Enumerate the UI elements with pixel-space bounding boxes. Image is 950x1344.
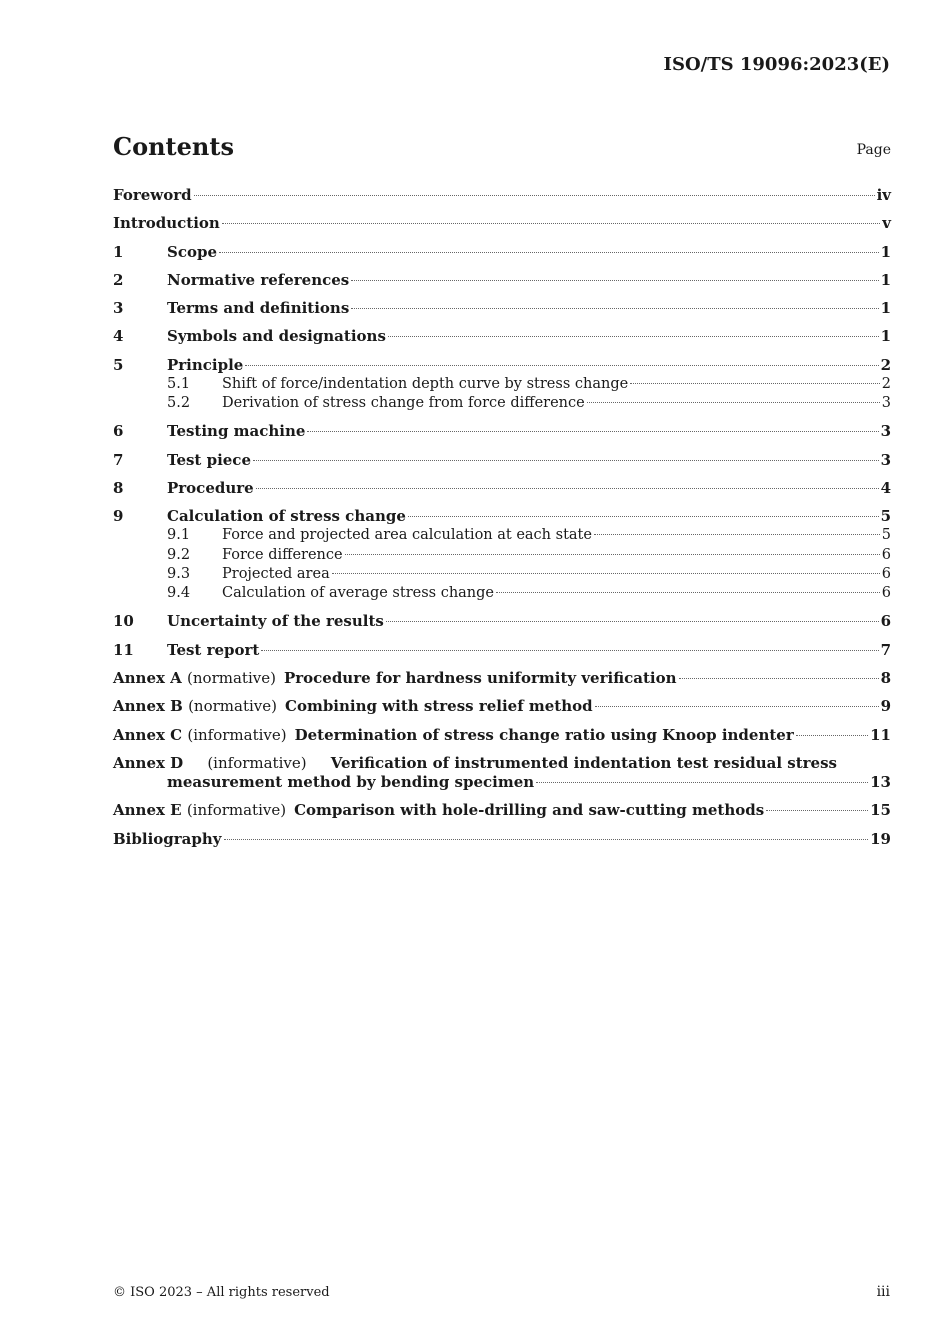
toc-entry-title: Foreword bbox=[113, 186, 192, 204]
toc-entry-number: 7 bbox=[113, 450, 124, 469]
document-id: ISO/TS 19096:2023(E) bbox=[663, 54, 890, 75]
toc-entry-page: 6 bbox=[880, 612, 891, 631]
toc-entry-title: Scope bbox=[167, 242, 218, 261]
toc-entry-title: Force difference bbox=[222, 546, 343, 563]
toc-entry-page: 1 bbox=[880, 242, 891, 261]
toc-entry-test-report[interactable] bbox=[113, 641, 891, 660]
leader-dots bbox=[386, 621, 879, 622]
annex-label: Annex A bbox=[113, 669, 182, 688]
toc-subentry-9-3[interactable] bbox=[113, 565, 891, 584]
toc-entry-introduction[interactable] bbox=[113, 214, 891, 233]
toc-entry-number: 6 bbox=[113, 422, 124, 441]
annex-kind: (normative) bbox=[187, 669, 276, 688]
toc-entry-page: 1 bbox=[880, 270, 891, 289]
toc-entry-number: 11 bbox=[113, 640, 134, 659]
annex-label: Annex D bbox=[113, 753, 184, 772]
toc-entry-page: 2 bbox=[881, 375, 891, 392]
toc-entry-principle[interactable] bbox=[113, 356, 891, 375]
toc-subentry-9-2[interactable] bbox=[113, 546, 891, 565]
toc-entry-annex-d[interactable] bbox=[113, 754, 891, 792]
toc-entry-page: 19 bbox=[870, 829, 891, 848]
toc-entry-symbols[interactable] bbox=[113, 327, 891, 346]
annex-kind: (informative) bbox=[186, 801, 287, 820]
leader-dots bbox=[256, 488, 879, 489]
toc-entry-title: Test report bbox=[167, 640, 260, 659]
toc-entry-title: Derivation of stress change from force difference bbox=[222, 395, 585, 412]
toc-entry-title: Calculation of average stress change bbox=[222, 585, 495, 602]
leader-dots bbox=[766, 810, 868, 811]
toc-entry-procedure[interactable] bbox=[113, 479, 891, 498]
toc-entry-uncertainty[interactable] bbox=[113, 612, 891, 631]
leader-dots bbox=[219, 252, 879, 253]
toc-entry-number: 2 bbox=[113, 270, 124, 289]
toc-entry-page: 9 bbox=[880, 697, 891, 716]
toc-entry-title: Bibliography bbox=[113, 829, 222, 848]
toc-entry-number: 9.3 bbox=[167, 565, 191, 582]
toc-entry-bibliography[interactable] bbox=[113, 830, 891, 849]
leader-dots bbox=[351, 280, 878, 281]
table-of-contents bbox=[113, 186, 891, 858]
toc-entry-page: 1 bbox=[880, 327, 891, 346]
toc-entry-page: 15 bbox=[870, 801, 891, 820]
toc-entry-annex-a[interactable] bbox=[113, 669, 891, 688]
toc-entry-title: Verification of instrumented indentation test residual stress bbox=[330, 753, 837, 772]
annex-label: Annex B bbox=[113, 697, 183, 716]
leader-dots bbox=[595, 706, 879, 707]
toc-entry-number: 9.2 bbox=[167, 546, 191, 563]
annex-label: Annex E bbox=[113, 801, 182, 820]
toc-entry-page: iv bbox=[876, 186, 891, 204]
toc-entry-page: 5 bbox=[880, 507, 891, 526]
toc-entry-page: 4 bbox=[880, 478, 891, 497]
toc-entry-page: 1 bbox=[880, 299, 891, 318]
toc-entry-testing-machine[interactable] bbox=[113, 422, 891, 441]
leader-dots bbox=[253, 460, 879, 461]
toc-entry-page: 11 bbox=[870, 725, 891, 744]
toc-entry-number: 9 bbox=[113, 507, 124, 526]
toc-entry-number: 9.4 bbox=[167, 585, 191, 602]
toc-entry-title: Uncertainty of the results bbox=[167, 612, 384, 631]
toc-entry-title: Test piece bbox=[167, 450, 251, 469]
leader-dots bbox=[408, 516, 879, 517]
toc-entry-title: Force and projected area calculation at each state bbox=[222, 527, 592, 544]
toc-entry-calculation[interactable] bbox=[113, 507, 891, 526]
leader-dots bbox=[245, 365, 878, 366]
toc-entry-title-continued: measurement method by bending specimen bbox=[167, 772, 535, 791]
toc-entry-title: Symbols and designations bbox=[167, 327, 386, 346]
toc-entry-test-piece[interactable] bbox=[113, 451, 891, 470]
toc-entry-page: 6 bbox=[881, 585, 891, 602]
leader-dots bbox=[796, 735, 868, 736]
toc-entry-number: 3 bbox=[113, 299, 124, 318]
toc-entry-page: 3 bbox=[881, 395, 891, 412]
toc-entry-number: 1 bbox=[113, 242, 124, 261]
toc-entry-page: 7 bbox=[880, 640, 891, 659]
toc-entry-page: 5 bbox=[881, 527, 891, 544]
toc-entry-page: 3 bbox=[880, 450, 891, 469]
toc-entry-scope[interactable] bbox=[113, 243, 891, 262]
toc-entry-page: 13 bbox=[870, 772, 891, 791]
toc-entry-title: Combining with stress relief method bbox=[285, 697, 593, 716]
toc-entry-number: 4 bbox=[113, 327, 124, 346]
toc-entry-page: 6 bbox=[881, 546, 891, 563]
leader-dots bbox=[261, 650, 878, 651]
toc-entry-page: 3 bbox=[880, 422, 891, 441]
toc-entry-title: Introduction bbox=[113, 214, 220, 233]
toc-subentry-9-1[interactable] bbox=[113, 526, 891, 545]
toc-entry-annex-c[interactable] bbox=[113, 726, 891, 745]
leader-dots bbox=[332, 573, 880, 574]
leader-dots bbox=[345, 554, 880, 555]
leader-dots bbox=[194, 195, 875, 196]
toc-entry-number: 9.1 bbox=[167, 527, 191, 544]
toc-entry-title: Determination of stress change ratio using Knoop indenter bbox=[294, 725, 794, 744]
leader-dots bbox=[222, 223, 880, 224]
leader-dots bbox=[679, 678, 879, 679]
toc-entry-annex-b[interactable] bbox=[113, 697, 891, 716]
leader-dots bbox=[224, 839, 869, 840]
leader-dots bbox=[587, 402, 880, 403]
toc-entry-title: Comparison with hole-drilling and saw-cutting methods bbox=[294, 801, 765, 820]
leader-dots bbox=[630, 383, 880, 384]
annex-kind: (normative) bbox=[188, 697, 277, 716]
annex-d-first-line bbox=[113, 754, 837, 773]
toc-entry-title: Procedure bbox=[167, 478, 254, 497]
toc-entry-number: 5.2 bbox=[167, 395, 191, 412]
page-title: Contents bbox=[113, 132, 234, 161]
toc-entry-annex-e[interactable] bbox=[113, 801, 891, 820]
toc-entry-title: Shift of force/indentation depth curve by stress change bbox=[222, 375, 629, 392]
toc-entry-title: Testing machine bbox=[167, 422, 306, 441]
leader-dots bbox=[388, 336, 879, 337]
leader-dots bbox=[351, 308, 878, 309]
toc-subentry-9-4[interactable] bbox=[113, 584, 891, 603]
toc-entry-page: 6 bbox=[881, 565, 891, 582]
leader-dots bbox=[496, 592, 880, 593]
page-column-label: Page bbox=[856, 142, 891, 158]
toc-entry-number: 5 bbox=[113, 355, 124, 374]
toc-entry-title: Principle bbox=[167, 355, 244, 374]
copyright-notice: © ISO 2023 – All rights reserved bbox=[113, 1285, 330, 1300]
toc-entry-terms-definitions[interactable] bbox=[113, 299, 891, 318]
toc-entry-page: 8 bbox=[880, 669, 891, 688]
leader-dots bbox=[594, 534, 880, 535]
toc-subentry-5-1[interactable] bbox=[113, 375, 891, 394]
toc-entry-number: 5.1 bbox=[167, 375, 191, 392]
toc-entry-title: Calculation of stress change bbox=[167, 507, 406, 526]
annex-kind: (informative) bbox=[187, 725, 287, 744]
toc-entry-page: 2 bbox=[880, 355, 891, 374]
annex-kind: (informative) bbox=[207, 753, 307, 772]
toc-entry-number: 8 bbox=[113, 478, 124, 497]
toc-entry-title: Terms and definitions bbox=[167, 299, 350, 318]
leader-dots bbox=[307, 431, 878, 432]
toc-entry-title: Normative references bbox=[167, 270, 350, 289]
page-number: iii bbox=[876, 1284, 890, 1300]
toc-entry-foreword[interactable] bbox=[113, 186, 891, 205]
toc-subentry-5-2[interactable] bbox=[113, 394, 891, 413]
toc-entry-page: v bbox=[882, 214, 891, 233]
toc-entry-title: Procedure for hardness uniformity verification bbox=[283, 669, 677, 688]
leader-dots bbox=[536, 782, 868, 783]
toc-entry-normative-references[interactable] bbox=[113, 271, 891, 290]
annex-label: Annex C bbox=[113, 725, 183, 744]
annex-d-second-line bbox=[113, 773, 891, 792]
toc-entry-title: Projected area bbox=[222, 565, 330, 582]
toc-entry-number: 10 bbox=[113, 612, 134, 631]
